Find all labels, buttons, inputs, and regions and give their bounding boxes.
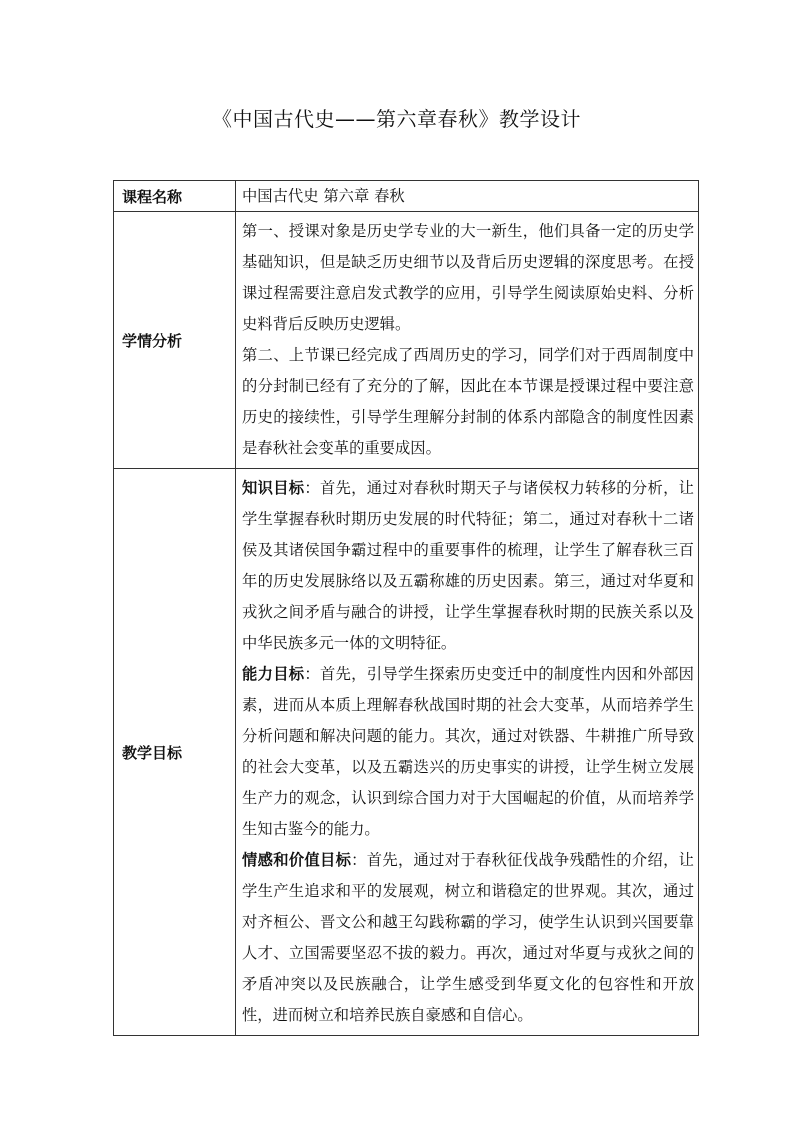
line-text: 基础知识，但是缺乏历史细节以及背后历史逻辑的深度思考。在授 bbox=[242, 253, 694, 271]
text-line bbox=[242, 473, 694, 504]
text-line bbox=[242, 340, 694, 371]
paragraph bbox=[242, 185, 694, 207]
line-text: 中国古代史 第六章 春秋 bbox=[242, 187, 405, 205]
goal-heading: 知识目标 bbox=[242, 479, 305, 497]
line-text: 第一、授课对象是历史学专业的大一新生，他们具备一定的历史学 bbox=[242, 222, 694, 240]
text-line bbox=[242, 402, 694, 433]
text-line bbox=[242, 659, 694, 690]
text-line bbox=[242, 185, 694, 207]
text-line bbox=[242, 1000, 694, 1031]
text-line bbox=[242, 721, 694, 752]
paragraph bbox=[242, 659, 694, 845]
row-label: 学情分析 bbox=[114, 212, 236, 469]
line-text: 中华民族多元一体的文明特征。 bbox=[242, 634, 457, 652]
line-text: 人才、立国需要坚忍不拔的毅力。再次，通过对华夏与戎狄之间的 bbox=[242, 944, 694, 962]
goal-heading: 能力目标 bbox=[242, 665, 305, 683]
paragraph bbox=[242, 340, 694, 464]
text-line bbox=[242, 597, 694, 628]
text-line bbox=[242, 628, 694, 659]
text-line bbox=[242, 566, 694, 597]
text-line bbox=[242, 216, 694, 247]
line-text: 矛盾冲突以及民族融合，让学生感受到华夏文化的包容性和开放 bbox=[242, 975, 694, 993]
text-line bbox=[242, 814, 694, 845]
text-line bbox=[242, 278, 694, 309]
row-content bbox=[236, 469, 699, 1036]
row-content bbox=[236, 181, 699, 212]
line-text: 学生掌握春秋时期历史发展的时代特征；第二，通过对春秋十二诸 bbox=[242, 510, 694, 528]
page-title: 《中国古代史——第六章春秋》教学设计 bbox=[212, 107, 581, 131]
text-line bbox=[242, 752, 694, 783]
line-text: 年的历史发展脉络以及五霸称雄的历史因素。第三，通过对华夏和 bbox=[242, 572, 694, 590]
line-text: 是春秋社会变革的重要成因。 bbox=[242, 439, 441, 457]
text-line bbox=[242, 876, 694, 907]
row-content bbox=[236, 212, 699, 469]
table-row bbox=[114, 181, 699, 212]
paragraph bbox=[242, 473, 694, 659]
goal-heading: 情感和价值目标 bbox=[242, 851, 352, 869]
table-row bbox=[114, 212, 699, 469]
text-line bbox=[242, 907, 694, 938]
line-text: 生产力的观念，认识到综合国力对于大国崛起的价值，从而培养学 bbox=[242, 789, 694, 807]
line-text: 对齐桓公、晋文公和越王勾践称霸的学习，使学生认识到兴国要靠 bbox=[242, 913, 694, 931]
text-line bbox=[242, 371, 694, 402]
table-row bbox=[114, 469, 699, 1036]
text-line bbox=[242, 938, 694, 969]
line-text: 素，进而从本质上理解春秋战国时期的社会大变革，从而培养学生 bbox=[242, 696, 694, 714]
line-text: 生知古鉴今的能力。 bbox=[242, 820, 380, 838]
line-text: 戎狄之间矛盾与融合的讲授，让学生掌握春秋时期的民族关系以及 bbox=[242, 603, 694, 621]
line-text: 的社会大变革，以及五霸迭兴的历史事实的讲授，让学生树立发展 bbox=[242, 758, 694, 776]
line-text: 的分封制已经有了充分的了解，因此在本节课是授课过程中要注意 bbox=[242, 377, 694, 395]
line-text: 历史的接续性，引导学生理解分封制的体系内部隐含的制度性因素 bbox=[242, 408, 694, 426]
paragraph bbox=[242, 845, 694, 1031]
paragraph bbox=[242, 216, 694, 340]
line-text: 史料背后反映历史逻辑。 bbox=[242, 315, 411, 333]
row-label: 教学目标 bbox=[114, 469, 236, 1036]
text-line bbox=[242, 969, 694, 1000]
text-line bbox=[242, 535, 694, 566]
text-line bbox=[242, 309, 694, 340]
text-line bbox=[242, 845, 694, 876]
text-line bbox=[242, 247, 694, 278]
line-text: 性，进而树立和培养民族自豪感和自信心。 bbox=[242, 1006, 533, 1024]
line-text: 课过程需要注意启发式教学的应用，引导学生阅读原始史料、分析 bbox=[242, 284, 694, 302]
lesson-plan-table bbox=[113, 180, 699, 1036]
line-text: ：首先，引导学生探索历史变迁中的制度性内因和外部因 bbox=[304, 665, 694, 683]
text-line bbox=[242, 783, 694, 814]
line-text: ：首先，通过对于春秋征伐战争残酷性的介绍，让 bbox=[351, 851, 694, 869]
text-line bbox=[242, 504, 694, 535]
line-text: 分析问题和解决问题的能力。其次，通过对铁器、牛耕推广所导致 bbox=[242, 727, 694, 745]
line-text: 学生产生追求和平的发展观，树立和谐稳定的世界观。其次，通过 bbox=[242, 882, 694, 900]
line-text: 侯及其诸侯国争霸过程中的重要事件的梳理，让学生了解春秋三百 bbox=[242, 541, 694, 559]
line-text: ：首先，通过对春秋时期天子与诸侯权力转移的分析，让 bbox=[304, 479, 694, 497]
row-label: 课程名称 bbox=[114, 181, 236, 212]
text-line bbox=[242, 433, 694, 464]
text-line bbox=[242, 690, 694, 721]
line-text: 第二、上节课已经完成了西周历史的学习，同学们对于西周制度中 bbox=[242, 346, 694, 364]
